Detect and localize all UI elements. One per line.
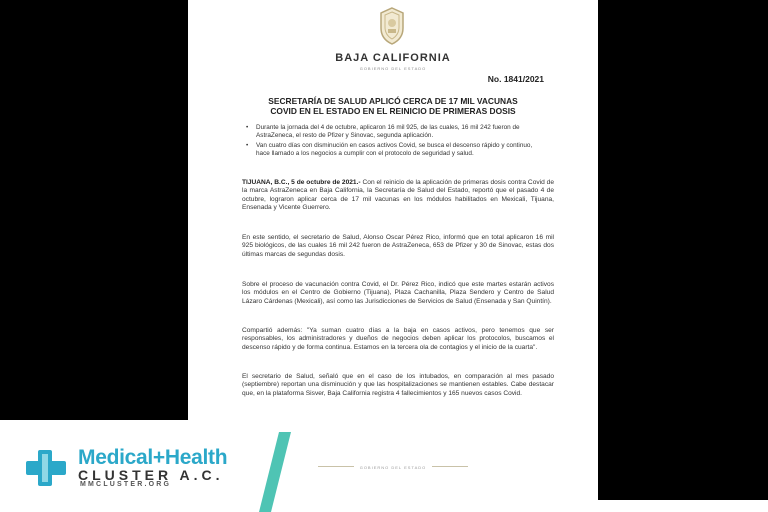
dateline: TIJUANA, B.C., 5 de octubre de 2021.-: [242, 179, 361, 186]
logo-subtitle: CLUSTER A.C.: [78, 467, 224, 483]
black-border-left: [0, 0, 188, 420]
bullet-item: • Van cuatro días con disminución en casos activos Covid, se busca el descenso rápido y continuo, hace llamado a los negocios a cumplir con el protocolo de seguridad y salud.: [246, 142, 533, 157]
paragraph: Compartió además: "Ya suman cuatro días a la baja en casos activos, pero tenemos que ser responsables, los administradores y dueños de negocios deben aplicar los protocolos, buscamos el descenso rápido y de forma continua. Estamos en la tercera ola de contagios y el inicio de la cuarta".: [242, 327, 554, 351]
paragraph: Sobre el proceso de vacunación contra Covid, el Dr. Pérez Rico, indicó que este martes estarán activos los módulos en el Centro de Gobierno (Tijuana), Plaza Cachanilla, Plaza Sendero y Centro de Salud Lázaro Cárdenas (Mexicali), así como las Jurisdicciones de Servicios de Salud (Ensenada y San Quintín).: [242, 281, 554, 305]
title-line: COVID EN EL ESTADO EN EL REINICIO DE PRIMERAS DOSIS: [270, 106, 516, 116]
black-border-right: [598, 0, 768, 500]
paragraph-intro: TIJUANA, B.C., 5 de octubre de 2021.- Con el reinicio de la aplicación de primeras dosis contra Covid de la marca AstraZeneca en Baja California, la Secretaría de Salud del Estado, reportó que el pasado 4 de octubre, lograron aplicar cerca de 17 mil vacunas en los módulos habilitados en Mexicali, Tijuana, Ensenada y Vicente Guerrero.: [242, 179, 554, 211]
summary-bullets: [246, 124, 546, 160]
document-number: No. 1841/2021: [487, 74, 544, 84]
paragraph: En este sentido, el secretario de Salud, Alonso Oscar Pérez Rico, informó que en total aplicaron 16 mil 925 biológicos, de las cuales 16 mil 242 fueron de AstraZeneca, 653 de Pfizer y 30 de Sinovac, estas dos últimas marcas de segundas dosis.: [242, 234, 554, 258]
government-name: BAJA CALIFORNIA: [335, 52, 451, 64]
bullet-icon: •: [246, 142, 249, 149]
bullet-icon: •: [246, 124, 249, 131]
medical-cross-icon: [24, 448, 68, 488]
press-title: [228, 96, 558, 116]
state-seal-icon: [377, 6, 407, 46]
title-line: SECRETARÍA DE SALUD APLICÓ CERCA DE 17 MIL VACUNAS: [268, 96, 518, 106]
government-subtitle: GOBIERNO DEL ESTADO: [359, 66, 427, 71]
logo-stripe: [259, 432, 291, 512]
logo-website: MMCLUSTER.ORG: [80, 481, 172, 488]
bullet-item: • Durante la jornada del 4 de octubre, aplicaron 16 mil 925, de las cuales, 16 mil 242 fueron de AstraZeneca, el resto de Pfizer y Sinovac, segunda aplicación.: [246, 124, 520, 139]
logo-title: Medical+Health: [78, 446, 228, 469]
paragraph: El secretario de Salud, señaló que en el caso de los intubados, en comparación al mes pasado (septiembre) reportan una disminución y que las hospitalizaciones se mantienen estables. Cabe destacar que, en la plataforma Sisver, Baja California registra 4 fallecimientos y 165 nuevos casos Covid.: [242, 373, 554, 397]
footer-text: GOBIERNO DEL ESTADO: [188, 465, 598, 470]
